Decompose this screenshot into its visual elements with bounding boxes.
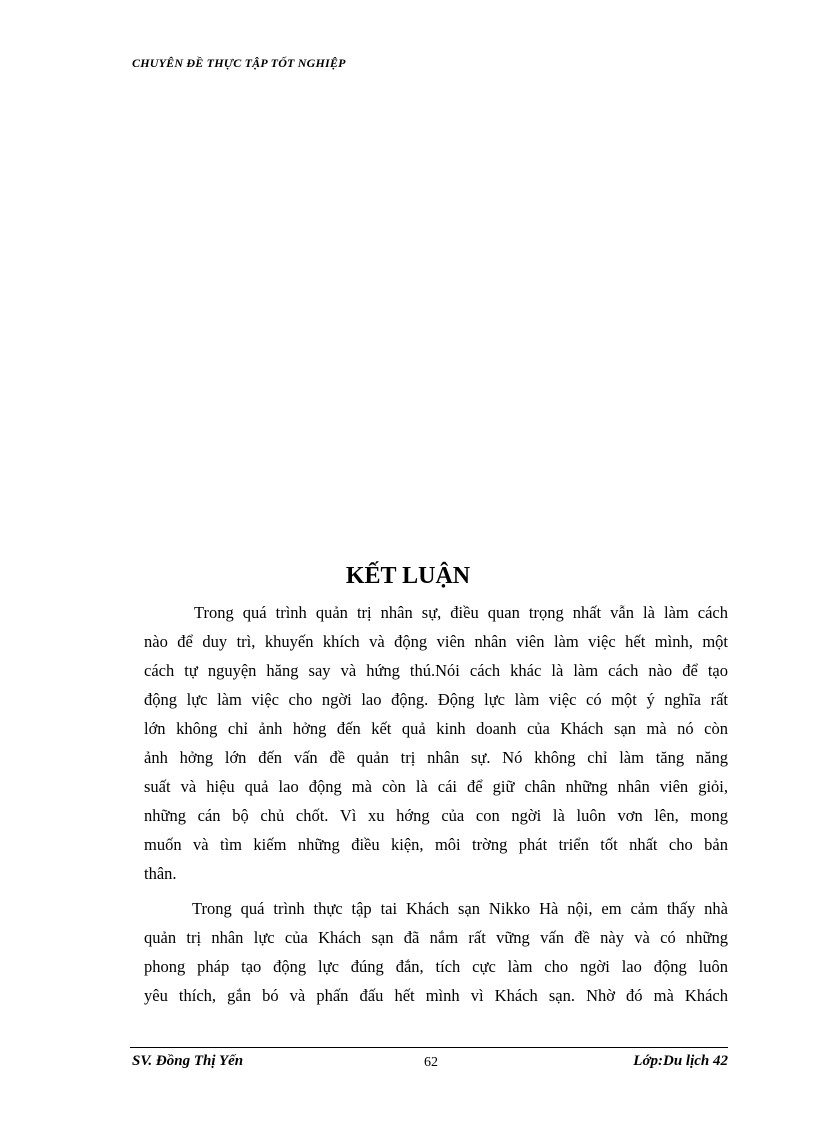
body-text: [144, 598, 728, 1010]
paragraph-2: [144, 894, 728, 1010]
text-line: yêu thích, gắn bó và phấn đấu hết mình vì Khách sạn. Nhờ đó mà Khách: [144, 986, 728, 1005]
footer-class: Lớp:Du lịch 42: [633, 1053, 728, 1069]
page-title: KẾT LUẬN: [345, 563, 471, 589]
page-footer: [132, 1053, 728, 1077]
text-line: thân.: [144, 864, 177, 883]
page-number: 62: [424, 1055, 438, 1070]
text-line: những cán bộ chủ chốt. Vì xu hớng của con ngời là luôn vơn lên, mong: [144, 806, 728, 825]
text-line: Trong quá trình quản trị nhân sự, điều quan trọng nhất vẫn là làm cách: [194, 603, 728, 622]
text-line: lớn không chỉ ảnh hởng đến kết quả kinh doanh của Khách sạn mà nó còn: [144, 719, 728, 738]
text-line: ảnh hởng lớn đến vấn đề quản trị nhân sự. Nó không chỉ làm tăng năng: [144, 748, 728, 767]
text-line: suất và hiệu quả lao động mà còn là cái để giữ chân những nhân viên giỏi,: [144, 777, 728, 796]
paragraph-1: [144, 598, 728, 888]
text-line: nào để duy trì, khuyến khích và động viên nhân viên làm việc hết mình, một: [144, 632, 728, 651]
text-line: quản trị nhân lực của Khách sạn đã nắm rất vững vấn đề này và có những: [144, 928, 728, 947]
text-line: phong pháp tạo động lực đúng đắn, tích cực làm cho ngời lao động luôn: [144, 957, 728, 976]
text-line: Trong quá trình thực tập tai Khách sạn Nikko Hà nội, em cảm thấy nhà: [192, 899, 728, 918]
footer-divider: [130, 1047, 728, 1048]
text-line: cách tự nguyện hăng say và hứng thú.Nói cách khác là làm cách nào để tạo: [144, 661, 728, 680]
text-line: động lực làm việc cho ngời lao động. Động lực làm việc có một ý nghĩa rất: [144, 690, 728, 709]
running-header: CHUYÊN ĐỀ THỰC TẬP TỐT NGHIỆP: [132, 56, 346, 70]
footer-author: SV. Đồng Thị Yến: [132, 1053, 244, 1069]
text-line: muốn và tìm kiếm những điều kiện, môi trờng phát triển tốt nhất cho bản: [144, 835, 728, 854]
